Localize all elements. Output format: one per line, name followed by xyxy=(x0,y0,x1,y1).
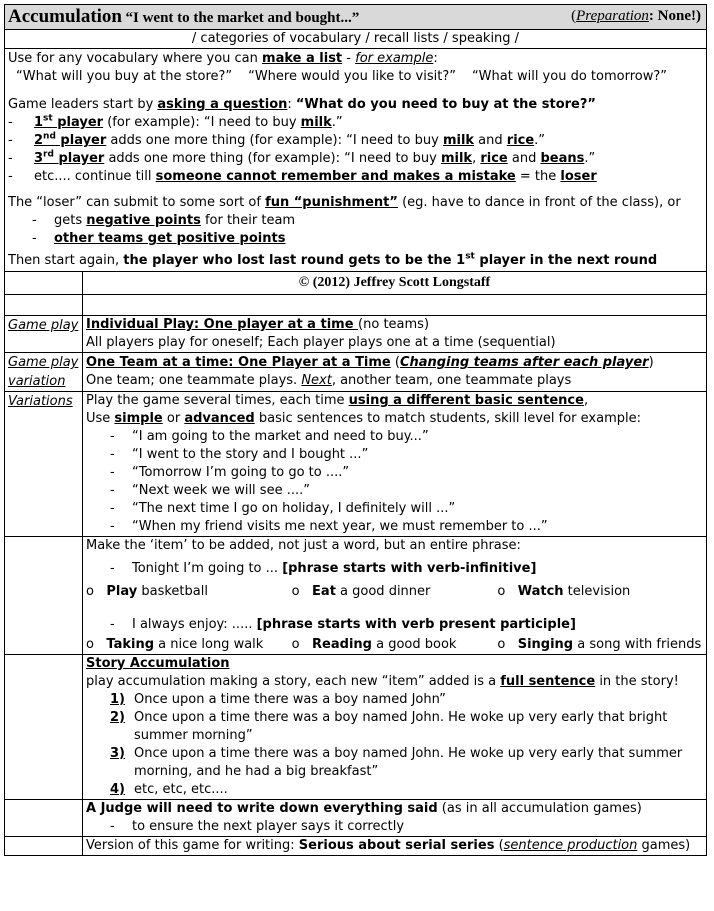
list-item: - 1st player (for example): “I need to buy milk.” xyxy=(8,113,343,130)
intro-line: Use for any vocabulary where you can make a list - for example: xyxy=(8,51,438,66)
judge-cell: A Judge will need to write down everything said (as in all accumulation games) - to ensure the next player says it correctly xyxy=(83,800,707,837)
game-play-cell: Individual Play: One player at a time (no teams) All players play for oneself; Each player plays one at a time (sequential) xyxy=(83,316,707,353)
variations-label: Variations xyxy=(5,392,83,537)
list-item: - “I went to the story and I bought ...” xyxy=(110,447,369,462)
example-question: “Where would you like to visit?” xyxy=(248,69,456,84)
empty-cell xyxy=(5,272,83,295)
variation-cell: One Team at a time: One Player at a Time (Changing teams after each player) One team; one teammate plays. Next, another team, one teammate plays xyxy=(83,353,707,392)
example-question: “What will you do tomorrow?” xyxy=(471,69,667,84)
phrases-cell: Make the ‘item’ to be added, not just a word, but an entire phrase: - Tonight I’m going to ... [phrase starts with verb-infinitive] o Play basketball o Eat a good dinner o Watch television - I always enjoy: ..... [phrase starts with verb present participle] o Taking a nice long walk o Reading a good book o Singing a song with friends xyxy=(83,537,707,655)
list-item: - “Next week we will see ....” xyxy=(110,483,310,498)
list-item: - gets negative points for their team xyxy=(32,213,296,228)
example-questions xyxy=(8,68,703,86)
variation-label: Game play variation xyxy=(5,353,83,392)
list-item: 1) Once upon a time there was a boy named John” xyxy=(110,692,446,707)
list-item: - other teams get positive points xyxy=(32,231,286,246)
preparation-note: (Preparation: None!) xyxy=(571,8,701,24)
phrase-options: o Play basketball o Eat a good dinner o Watch television xyxy=(86,584,631,599)
list-item: 2) Once upon a time there was a boy named John. He woke up very early that bright summer morning” xyxy=(110,710,668,743)
list-item: - 2nd player adds one more thing (for example): “I need to buy milk and rice.” xyxy=(8,131,546,148)
title-bar xyxy=(5,5,707,30)
variations-cell: Play the game several times, each time using a different basic sentence, Use simple or advanced basic sentences to match students, skill level for example: - “I am going to the market and need to buy...” - “I went to the story and I bought ...” - “Tomorrow I’m going to go to ....” - “Next week we will see ....” - “The next time I go on holiday, I definitely will ...” - “When my friend visits me next year, we must remember to ...” xyxy=(83,392,707,537)
example-question: “What will you buy at the store?” xyxy=(16,69,233,84)
page-subtitle: “I went to the market and bought...” xyxy=(125,10,360,26)
list-item: - etc.... continue till someone cannot remember and makes a mistake = the loser xyxy=(8,169,597,184)
restart-line: Then start again, the player who lost last round gets to be the 1st player in the next round xyxy=(8,251,658,268)
list-item: - “The next time I go on holiday, I definitely will ...” xyxy=(110,501,456,516)
story-cell: Story Accumulation play accumulation making a story, each new “item” added is a full sentence in the story! 1) Once upon a time there was a boy named John” 2) Once upon a time there was a boy named John. He woke up very early that bright summer morning” 3) Once upon a time there was a boy named John. He woke up very early that summer morning, and he had a big breakfast” 4) etc, etc, etc.... xyxy=(83,655,707,800)
list-item: - 3rd player adds one more thing (for example): “I need to buy milk, rice and beans.” xyxy=(8,149,596,166)
document-table xyxy=(4,4,707,856)
categories-row: / categories of vocabulary / recall lists / speaking / xyxy=(5,30,707,49)
empty-cell xyxy=(83,295,707,316)
loser-line: The “loser” can submit to some sort of fun “punishment” (eg. have to dance in front of the class), or xyxy=(8,195,681,210)
writing-cell: Version of this game for writing: Serious about serial series (sentence production games) xyxy=(83,837,707,856)
list-item: - to ensure the next player says it correctly xyxy=(110,819,405,834)
phrase-options: o Taking a nice long walk o Reading a good book o Singing a song with friends xyxy=(86,637,702,652)
copyright: © (2012) Jeffrey Scott Longstaff xyxy=(83,272,707,295)
leaders-line: Game leaders start by asking a question: “What do you need to buy at the store?” xyxy=(8,97,596,112)
empty-cell xyxy=(5,537,83,655)
list-item: - “I am going to the market and need to buy...” xyxy=(110,429,429,444)
list-item: 4) etc, etc, etc.... xyxy=(110,782,228,797)
list-item: - “Tomorrow I’m going to go to ....” xyxy=(110,465,350,480)
empty-cell xyxy=(5,655,83,800)
list-item: - I always enjoy: ..... [phrase starts with verb present participle] xyxy=(110,617,576,632)
game-play-label: Game play xyxy=(5,316,83,353)
empty-cell xyxy=(5,800,83,837)
list-item: 3) Once upon a time there was a boy named John. He woke up very early that summer morning, and he had a big breakfast” xyxy=(110,746,683,779)
empty-cell xyxy=(5,837,83,856)
list-item: - Tonight I’m going to ... [phrase starts with verb-infinitive] xyxy=(110,561,537,576)
empty-cell xyxy=(5,295,83,316)
list-item: - “When my friend visits me next year, we must remember to ...” xyxy=(110,519,548,534)
description-block xyxy=(5,49,707,272)
page-title: Accumulation xyxy=(8,6,122,27)
